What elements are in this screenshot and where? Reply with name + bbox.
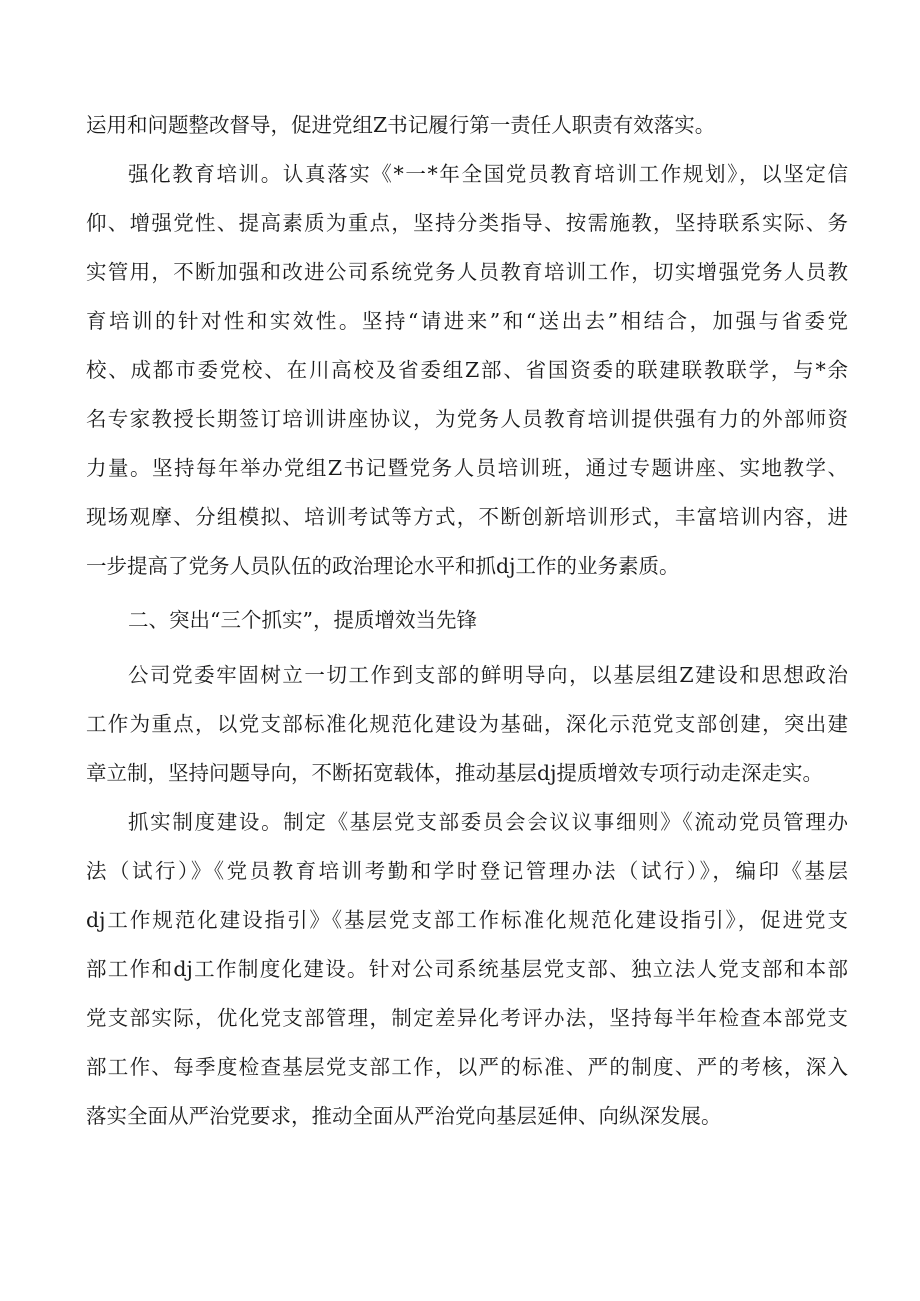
- text-line: 落实全面从严治党要求，推动全面从严治党向基层延伸、向纵深发展。: [86, 1104, 722, 1128]
- text-line: 仰、增强党性、提高素质为重点，坚持分类指导、按需施教，坚持联系实际、务: [86, 211, 848, 235]
- text-line: 力量。坚持每年举办党组Z书记暨党务人员培训班，通过专题讲座、实地教学、: [86, 456, 848, 480]
- text-line: 校、成都市委党校、在川高校及省委组Z部、省国资委的联建联教联学，与*余: [86, 358, 848, 382]
- text-line: 一步提高了党务人员队伍的政治理论水平和抓dj工作的业务素质。: [86, 554, 680, 578]
- text-line: 育培训的针对性和实效性。坚持“请进来”和“送出去”相结合，加强与省委党: [86, 309, 848, 333]
- text-line: 党支部实际，优化党支部管理，制定差异化考评办法，坚持每半年检查本部党支: [86, 1006, 848, 1030]
- text-line: 工作为重点，以党支部标准化规范化建设为基础，深化示范党支部创建，突出建: [86, 712, 848, 736]
- text-line: 实管用，不断加强和改进公司系统党务人员教育培训工作，切实增强党务人员教: [86, 260, 848, 284]
- text-line: dj工作规范化建设指引》《基层党支部工作标准化规范化建设指引》，促进党支: [86, 908, 848, 932]
- text-line: 法（试行）》《党员教育培训考勤和学时登记管理办法（试行）》，编印《基层: [86, 859, 848, 883]
- text-line: 部工作、每季度检查基层党支部工作，以严的标准、严的制度、严的考核，深入: [86, 1055, 848, 1079]
- text-line: 公司党委牢固树立一切工作到支部的鲜明导向，以基层组Z建设和思想政治: [128, 663, 848, 687]
- text-line: 运用和问题整改督导，促进党组Z书记履行第一责任人职责有效落实。: [86, 113, 716, 137]
- text-line: 部工作和dj工作制度化建设。针对公司系统基层党支部、独立法人党支部和本部: [86, 957, 848, 981]
- text-line: 章立制，坚持问题导向，不断拓宽载体，推动基层dj提质增效专项行动走深走实。: [86, 761, 823, 785]
- section-heading: 二、突出“三个抓实”，提质增效当先锋: [128, 608, 477, 632]
- text-line: 现场观摩、分组模拟、培训考试等方式，不断创新培训形式，丰富培训内容，进: [86, 505, 848, 529]
- text-line: 抓实制度建设。制定《基层党支部委员会会议议事细则》《流动党员管理办: [128, 810, 848, 834]
- text-line: 强化教育培训。认真落实《*一*年全国党员教育培训工作规划》，以坚定信: [128, 162, 848, 186]
- text-line: 名专家教授长期签订培训讲座协议，为党务人员教育培训提供强有力的外部师资: [86, 407, 848, 431]
